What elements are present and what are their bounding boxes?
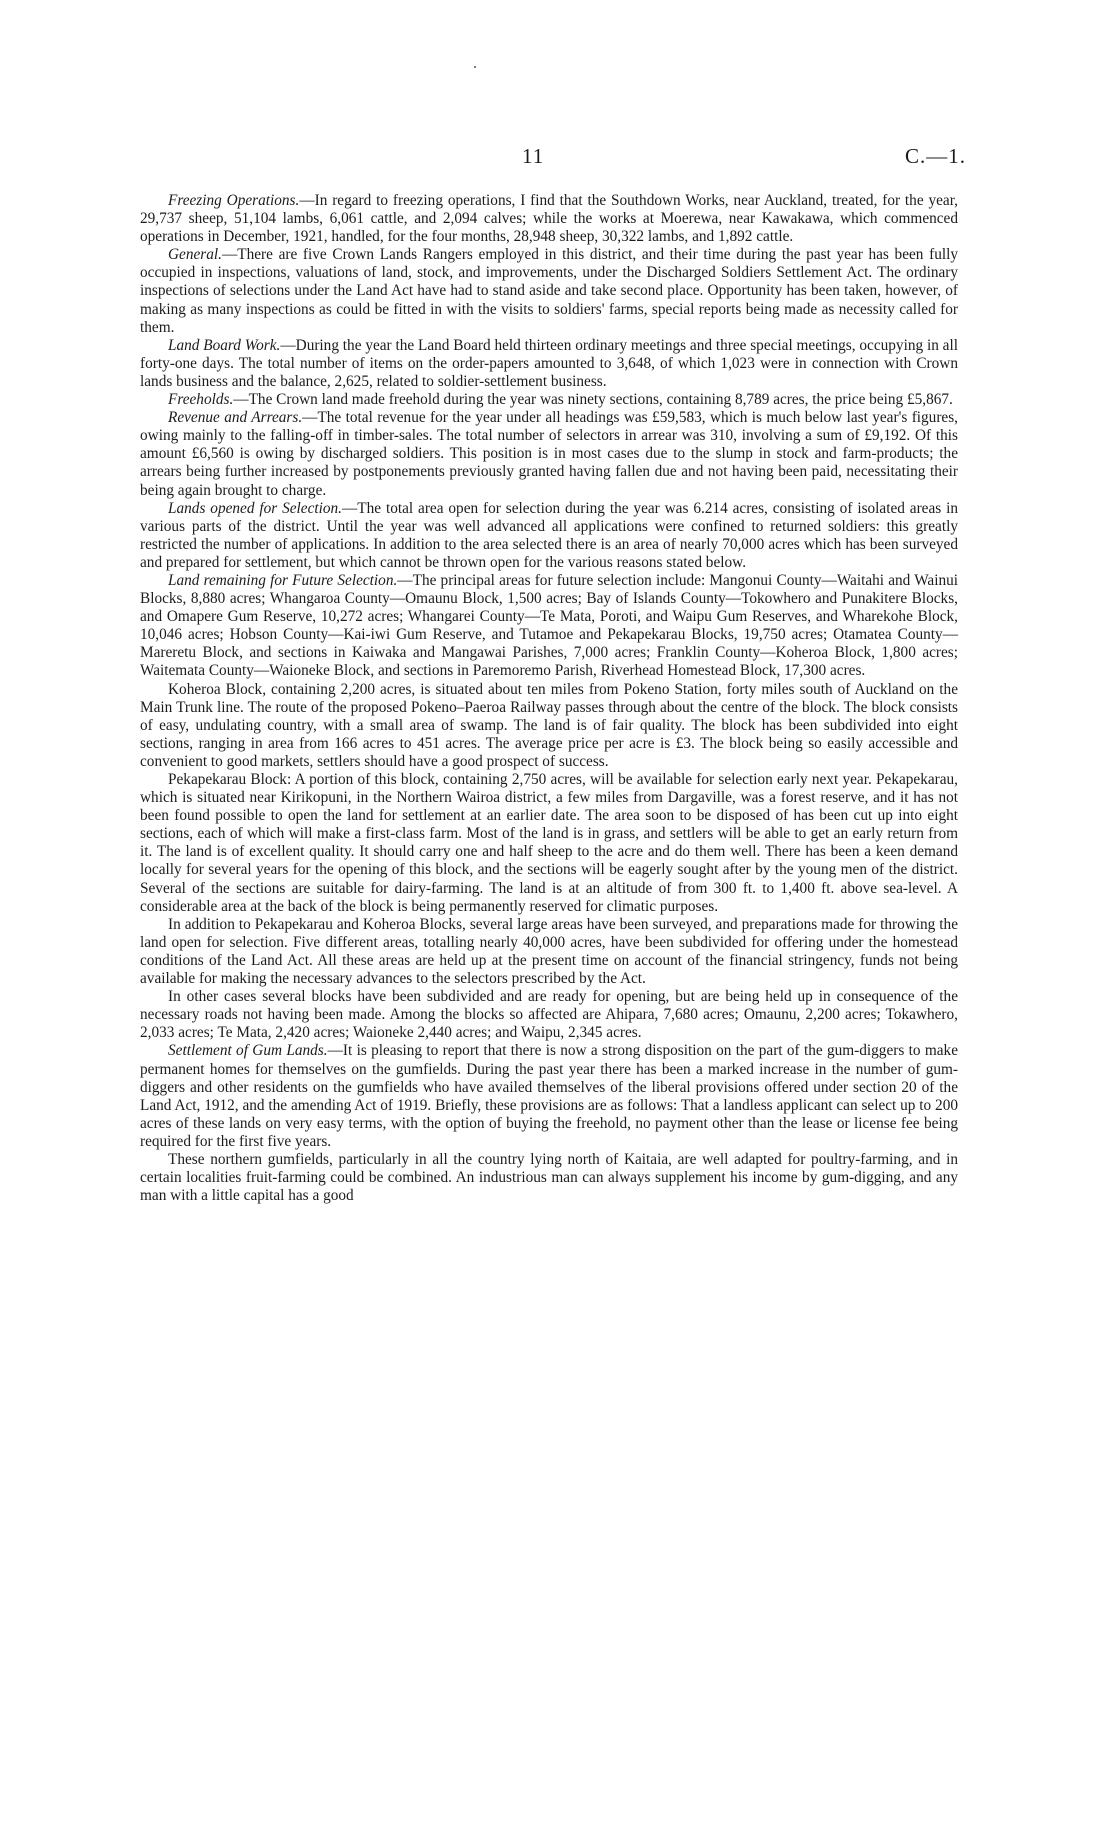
paragraph-text: In other cases several blocks have been subdivided and are ready for opening, but are being held up in consequence of the necessary roads not having been made. Among the blocks so affected are Ahipara, 7,680 acres; Omaunu, 2,200 acres; Tokawhero, 2,033 acres; Te Mata, 2,420 acres; Waioneke 2,440 acres; and Waipu, 2,345 acres. xyxy=(140,988,958,1042)
paragraph-text: —The Crown land made freehold during the year was ninety sections, containing 8,789 acres, the price being £5,867. xyxy=(233,391,953,409)
paragraph-heading: Lands opened for Selection. xyxy=(168,499,342,517)
body-text xyxy=(140,192,958,1205)
paragraph-text: —There are five Crown Lands Rangers employed in this district, and their time during the past year has been fully occupied in inspections, valuations of land, stock, and improvements, under the Discharged Soldiers Settlement Act. The ordinary inspections of selections under the Land Act have had to stand aside and take second place. Opportunity has been taken, however, of making as many inspections as could be fitted in with the visits to soldiers' farms, special reports being made as necessity called for them. xyxy=(140,246,958,336)
paragraph-koheroa-block xyxy=(140,681,958,771)
paragraph-text: —The principal areas for future selection include: Mangonui County—Waitahi and Wainui Blocks, 8,880 acres; Whangaroa County—Omaunu Block, 1,500 acres; Bay of Islands County—Tokowhero and Punakitere Blocks, and Omapere Gum Reserve, 10,272 acres; Whangarei County—Te Mata, Poroti, and Waipu Gum Reserves, and Wharekohe Block, 10,046 acres; Hobson County—Kai-iwi Gum Reserve, and Tutamoe and Pekapekarau Blocks, 19,750 acres; Otamatea County—Mareretu Block, and sections in Kaiwaka and Mangawai Parishes, 7,000 acres; Franklin County—Koheroa Block, 1,800 acres; Waitemata County—Waioneke Block, and sections in Paremoremo Parish, Riverhead Homestead Block, 17,300 acres. xyxy=(140,571,958,680)
paragraph-blocks-held-up xyxy=(140,988,958,1042)
paragraph-heading: Freeholds. xyxy=(168,391,234,409)
page-number: 11 xyxy=(522,144,545,168)
paragraph-freeholds xyxy=(140,391,958,409)
paragraph-heading: Revenue and Arrears. xyxy=(168,409,303,427)
page-mark xyxy=(474,66,476,68)
paragraph-text: These northern gumfields, particularly in all the country lying north of Kaitaia, are well adapted for poultry-farming, and in certain localities fruit-farming could be combined. An industrious man can always supplement his income by gum-digging, and any man with a little capital has a good xyxy=(140,1150,958,1205)
paragraph-text: Koheroa Block, containing 2,200 acres, is situated about ten miles from Pokeno Station, forty miles south of Auckland on the Main Trunk line. The route of the proposed Pokeno–Paeroa Railway passes through about the centre of the block. The block consists of easy, undulating country, with a small area of swamp. The land is of fair quality. The block has been subdivided into eight sections, ranging in area from 166 acres to 451 acres. The average price per acre is £3. The block being so easily accessible and convenient to good markets, settlers should have a good prospect of success. xyxy=(140,680,958,770)
paragraph-text: —It is pleasing to report that there is now a strong disposition on the part of the gum-diggers to make permanent homes for themselves on the gumfields. During the past year there has been a marked increase in the number of gum-diggers and other residents on the gumfields who have availed themselves of the liberal provisions offered under section 20 of the Land Act, 1912, and the amending Act of 1919. Briefly, these provisions are as follows: That a landless applicant can select up to 200 acres of these lands on very easy terms, with the option of buying the freehold, no payment other than the lease or license fee being required for the first five years. xyxy=(140,1042,958,1150)
series-code: C.—1. xyxy=(904,144,966,168)
paragraph-land-remaining xyxy=(140,572,958,681)
paragraph-text: In addition to Pekapekarau and Koheroa Blocks, several large areas have been surveyed, and preparations made for throwing the land open for selection. Five different areas, totalling nearly 40,000 acres, have been subdivided for offering under the homestead conditions of the Land Act. All these areas are held up at the present time on account of the financial stringency, funds not being available for making the necessary advances to the selectors prescribed by the Act. xyxy=(140,915,958,988)
paragraph-land-board-work xyxy=(140,337,958,391)
paragraph-text: —The total area open for selection during the year was 6.214 acres, consisting of isolated areas in various parts of the district. Until the year was well advanced all applications were confined to returned soldiers: this greatly restricted the number of applications. In addition to the area selected there is an area of nearly 70,000 acres which has been surveyed and prepared for settlement, but which cannot be thrown open for the various reasons stated below. xyxy=(140,499,958,571)
paragraph-heading: General. xyxy=(168,246,222,264)
paragraph-text: Pekapekarau Block: A portion of this block, containing 2,750 acres, will be available for selection early next year. Pekapekarau, which is situated near Kirikopuni, in the Northern Wairoa district, a few miles from Dargaville, was a forest reserve, and it has not been found possible to open the land for settlement at an earlier date. The area soon to be disposed of has been cut up into eight sections, each of which will make a first-class farm. Most of the land is in grass, and settlers will be able to get an early return from it. The land is of excellent quality. It should carry one and half sheep to the acre and do them well. There has been a keen demand locally for several years for the opening of this block, and the sections will be eagerly sought after by the young men of the district. Several of the sections are suitable for dairy-farming. The land is at an altitude of from 300 ft. to 1,400 ft. above sea-level. A considerable area at the back of the block is being permanently reserved for climatic purposes. xyxy=(140,771,958,915)
paragraph-northern-gumfields xyxy=(140,1151,958,1205)
paragraph-text: —In regard to freezing operations, I find that the Southdown Works, near Auckland, treated, for the year, 29,737 sheep, 51,104 lambs, 6,061 cattle, and 2,094 calves; while the works at Moerewa, near Kawakawa, which commenced operations in December, 1921, handled, for the four months, 28,948 sheep, 30,322 lambs, and 1,892 cattle. xyxy=(140,192,958,246)
paragraph-heading: Freezing Operations. xyxy=(168,192,300,209)
paragraph-general xyxy=(140,246,958,336)
paragraph-heading: Settlement of Gum Lands. xyxy=(168,1042,328,1060)
paragraph-freezing-operations xyxy=(140,192,958,246)
paragraph-text: —The total revenue for the year under all headings was £59,583, which is much below last year's figures, owing mainly to the falling-off in timber-sales. The total number of selectors in arrear was 310, involving a sum of £9,192. Of this amount £6,560 is owing by discharged soldiers. This position is in most cases due to the slump in stock and farm-products; the arrears being further increased by postponements previously granted having fallen due and not having been paid, necessitating their being again brought to charge. xyxy=(140,409,958,499)
paragraph-gum-lands xyxy=(140,1042,958,1151)
paragraph-heading: Land Board Work. xyxy=(168,336,281,354)
paragraph-revenue-and-arrears xyxy=(140,409,958,499)
paragraph-additional-areas xyxy=(140,916,958,988)
paragraph-text: —During the year the Land Board held thirteen ordinary meetings and three special meetings, occupying in all forty-one days. The total number of items on the order-papers amounted to 3,648, of which 1,023 were in connection with Crown lands business and the balance, 2,625, related to soldier-settlement business. xyxy=(140,336,958,390)
paragraph-heading: Land remaining for Future Selection. xyxy=(168,571,398,589)
paragraph-pekapekarau-block xyxy=(140,771,958,916)
paragraph-lands-opened xyxy=(140,500,958,572)
